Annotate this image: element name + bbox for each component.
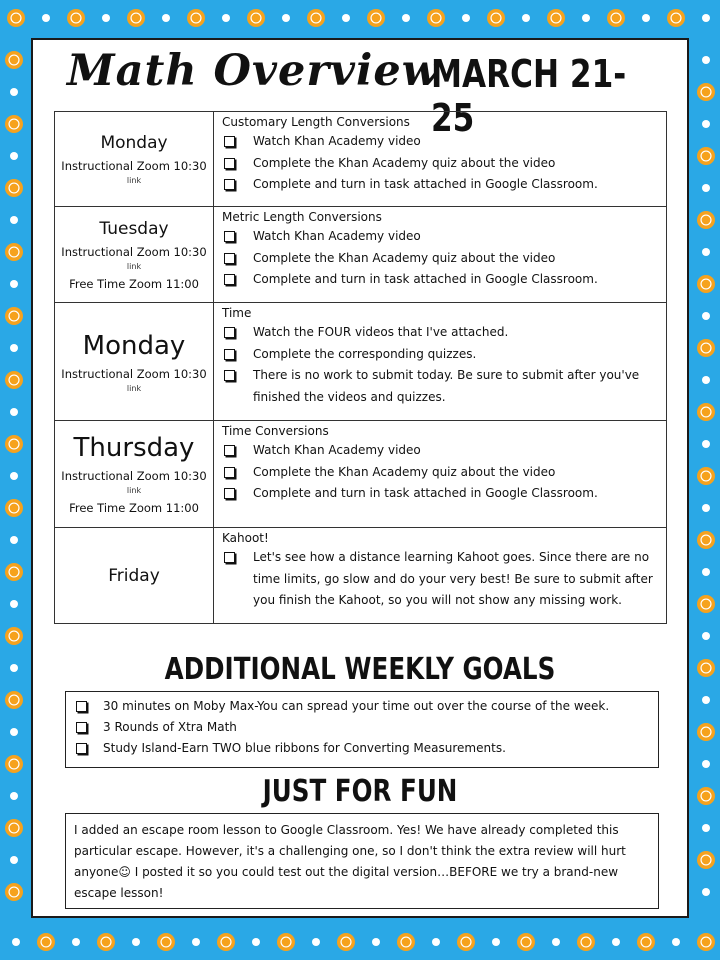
white-dot	[10, 728, 18, 736]
task-item	[222, 248, 660, 270]
orange-dot	[337, 933, 355, 951]
task-item	[222, 226, 660, 248]
task-item	[222, 174, 660, 196]
just-for-fun-box	[65, 813, 659, 909]
free-time-zoom: Free Time Zoom 11:00	[69, 276, 199, 291]
white-dot	[162, 14, 170, 22]
schedule-row-monday-time	[55, 303, 667, 421]
task-text: Watch the FOUR videos that I've attached.	[253, 325, 509, 339]
checkbox[interactable]	[224, 231, 235, 242]
white-dot	[642, 14, 650, 22]
orange-dot	[277, 933, 295, 951]
orange-dot	[697, 339, 715, 357]
white-dot	[282, 14, 290, 22]
orange-dot	[697, 211, 715, 229]
checkbox[interactable]	[224, 445, 235, 456]
zoom-time: Instructional Zoom 10:30	[61, 469, 207, 483]
lesson-topic: Time Conversions	[222, 424, 329, 438]
white-dot	[672, 938, 680, 946]
orange-dot	[697, 531, 715, 549]
orange-dot	[697, 275, 715, 293]
white-dot	[312, 938, 320, 946]
white-dot	[402, 14, 410, 22]
white-dot	[72, 938, 80, 946]
task-cell	[214, 528, 667, 624]
just-for-fun-title: JUST FOR FUN	[262, 774, 458, 809]
orange-dot	[5, 371, 23, 389]
white-dot	[702, 14, 710, 22]
zoom-link[interactable]: link	[126, 383, 142, 393]
day-cell	[55, 207, 214, 303]
orange-dot	[187, 9, 205, 27]
white-dot	[12, 938, 20, 946]
goal-text: Study Island-Earn TWO blue ribbons for Converting Measurements.	[103, 741, 506, 755]
orange-dot	[5, 179, 23, 197]
task-cell	[214, 303, 667, 421]
page-title: Math Overview	[67, 46, 440, 96]
task-item	[222, 322, 660, 344]
orange-dot	[5, 243, 23, 261]
orange-dot	[397, 933, 415, 951]
schedule-row-friday	[55, 528, 667, 624]
white-dot	[132, 938, 140, 946]
orange-dot	[307, 9, 325, 27]
white-dot	[702, 696, 710, 704]
orange-dot	[5, 115, 23, 133]
white-dot	[10, 280, 18, 288]
checkbox[interactable]	[224, 274, 235, 285]
task-text: Complete the corresponding quizzes.	[253, 346, 477, 361]
goal-text: 30 minutes on Moby Max-You can spread your time out over the course of the week.	[103, 699, 610, 713]
orange-dot	[5, 499, 23, 517]
white-dot	[462, 14, 470, 22]
task-text: Watch Khan Academy video	[253, 229, 421, 243]
white-dot	[10, 152, 18, 160]
orange-dot	[637, 933, 655, 951]
white-dot	[192, 938, 200, 946]
white-dot	[10, 792, 18, 800]
orange-dot	[697, 723, 715, 741]
checkbox[interactable]	[224, 327, 235, 338]
goal-item	[74, 738, 650, 759]
orange-dot	[517, 933, 535, 951]
zoom-time: Instructional Zoom 10:30	[61, 366, 207, 381]
orange-dot	[67, 9, 85, 27]
weekly-goals-title: ADDITIONAL WEEKLY GOALS	[164, 652, 556, 687]
task-item	[222, 153, 660, 175]
orange-dot	[697, 787, 715, 805]
white-dot	[702, 376, 710, 384]
orange-dot	[487, 9, 505, 27]
orange-dot	[697, 403, 715, 421]
date-range: MARCH 21-25	[431, 52, 627, 140]
lesson-topic: Customary Length Conversions	[222, 115, 410, 129]
checkbox[interactable]	[224, 349, 235, 360]
white-dot	[552, 938, 560, 946]
white-dot	[10, 88, 18, 96]
day-name: Friday	[108, 565, 160, 586]
day-name: Tuesday	[99, 218, 169, 239]
orange-dot	[697, 83, 715, 101]
white-dot	[10, 600, 18, 608]
orange-dot	[577, 933, 595, 951]
day-name: Monday	[82, 330, 186, 361]
white-dot	[702, 440, 710, 448]
checkbox[interactable]	[76, 743, 87, 754]
task-item	[222, 344, 660, 366]
checkbox[interactable]	[224, 552, 235, 563]
weekly-goals-box	[65, 691, 659, 768]
white-dot	[10, 408, 18, 416]
orange-dot	[247, 9, 265, 27]
task-text: Complete the Khan Academy quiz about the video	[253, 155, 556, 170]
orange-dot	[607, 9, 625, 27]
orange-dot	[547, 9, 565, 27]
orange-dot	[7, 9, 25, 27]
checkbox[interactable]	[76, 701, 87, 712]
zoom-time: Instructional Zoom 10:30	[61, 159, 207, 173]
goal-item	[74, 696, 650, 717]
white-dot	[582, 14, 590, 22]
orange-dot	[697, 595, 715, 613]
white-dot	[612, 938, 620, 946]
orange-dot	[5, 819, 23, 837]
checkbox[interactable]	[224, 370, 235, 381]
task-item	[222, 365, 660, 408]
white-dot	[42, 14, 50, 22]
orange-dot	[157, 933, 175, 951]
task-text: Watch Khan Academy video	[253, 443, 421, 457]
goal-text: 3 Rounds of Xtra Math	[103, 720, 237, 734]
white-dot	[10, 664, 18, 672]
free-time-zoom: Free Time Zoom 11:00	[69, 501, 199, 515]
day-name: Thursday	[73, 433, 195, 463]
goal-item	[74, 717, 650, 738]
orange-dot	[5, 435, 23, 453]
orange-dot	[5, 883, 23, 901]
day-cell	[55, 112, 214, 207]
orange-dot	[5, 755, 23, 773]
white-dot	[702, 632, 710, 640]
checkbox[interactable]	[224, 136, 235, 147]
checkbox[interactable]	[224, 253, 235, 264]
white-dot	[10, 536, 18, 544]
task-text: Complete the Khan Academy quiz about the video	[253, 250, 556, 265]
schedule-row-monday	[55, 112, 667, 207]
checkbox[interactable]	[224, 488, 235, 499]
white-dot	[222, 14, 230, 22]
white-dot	[702, 568, 710, 576]
orange-dot	[5, 51, 23, 69]
white-dot	[702, 888, 710, 896]
task-cell	[214, 421, 667, 528]
orange-dot	[697, 467, 715, 485]
orange-dot	[217, 933, 235, 951]
task-item	[222, 483, 660, 505]
checkbox[interactable]	[224, 179, 235, 190]
white-dot	[10, 472, 18, 480]
white-dot	[702, 120, 710, 128]
orange-dot	[37, 933, 55, 951]
zoom-link[interactable]: link	[126, 261, 142, 271]
checkbox[interactable]	[224, 158, 235, 169]
orange-dot	[5, 307, 23, 325]
task-cell	[214, 112, 667, 207]
white-dot	[10, 856, 18, 864]
white-dot	[10, 344, 18, 352]
orange-dot	[5, 627, 23, 645]
orange-dot	[427, 9, 445, 27]
orange-dot	[367, 9, 385, 27]
task-text: Complete and turn in task attached in Google Classroom.	[253, 272, 598, 286]
task-item	[222, 131, 660, 153]
worksheet-page	[31, 38, 689, 918]
zoom-time: Instructional Zoom 10:30	[61, 244, 207, 259]
white-dot	[702, 184, 710, 192]
schedule-row-thursday	[55, 421, 667, 528]
schedule-row-tuesday	[55, 207, 667, 303]
checkbox[interactable]	[224, 467, 235, 478]
zoom-link[interactable]: link	[126, 176, 142, 185]
white-dot	[432, 938, 440, 946]
orange-dot	[5, 691, 23, 709]
white-dot	[342, 14, 350, 22]
orange-dot	[127, 9, 145, 27]
schedule-table	[54, 111, 667, 624]
task-item	[222, 547, 660, 612]
white-dot	[522, 14, 530, 22]
task-text: Let's see how a distance learning Kahoot goes. Since there are no time limits, go slow and do your very best! Be sure to submit after you finish the Kahoot, so you will not show any missing work.	[253, 550, 653, 607]
white-dot	[372, 938, 380, 946]
white-dot	[702, 824, 710, 832]
white-dot	[702, 312, 710, 320]
white-dot	[702, 504, 710, 512]
task-item	[222, 269, 660, 291]
day-cell	[55, 421, 214, 528]
lesson-topic: Metric Length Conversions	[222, 210, 382, 224]
orange-dot	[5, 563, 23, 581]
white-dot	[702, 248, 710, 256]
day-name: Monday	[100, 133, 168, 153]
white-dot	[102, 14, 110, 22]
orange-dot	[457, 933, 475, 951]
task-item	[222, 462, 660, 484]
task-text: Complete and turn in task attached in Google Classroom.	[253, 486, 598, 500]
white-dot	[10, 216, 18, 224]
zoom-link[interactable]: link	[126, 486, 142, 495]
lesson-topic: Kahoot!	[222, 531, 269, 545]
orange-dot	[697, 933, 715, 951]
white-dot	[702, 56, 710, 64]
white-dot	[492, 938, 500, 946]
orange-dot	[697, 659, 715, 677]
day-cell	[55, 528, 214, 624]
checkbox[interactable]	[76, 722, 87, 733]
task-item	[222, 440, 660, 462]
day-cell	[55, 303, 214, 421]
lesson-topic: Time	[222, 306, 252, 320]
task-text: Watch Khan Academy video	[253, 134, 421, 148]
white-dot	[702, 760, 710, 768]
orange-dot	[697, 851, 715, 869]
task-text: Complete the Khan Academy quiz about the video	[253, 464, 556, 479]
just-for-fun-text: I added an escape room lesson to Google Classroom. Yes! We have already completed this particular escape. However, it's a challenging one, so I don't think the extra review will hurt anyone☺ I posted it so you could test out the digital version…BEFORE we try a brand-new escape lesson!	[74, 823, 626, 900]
task-text: Complete and turn in task attached in Google Classroom.	[253, 177, 598, 191]
orange-dot	[97, 933, 115, 951]
task-text: There is no work to submit today. Be sure to submit after you've finished the videos and quizzes.	[253, 368, 640, 404]
white-dot	[252, 938, 260, 946]
task-cell	[214, 207, 667, 303]
orange-dot	[667, 9, 685, 27]
orange-dot	[697, 147, 715, 165]
